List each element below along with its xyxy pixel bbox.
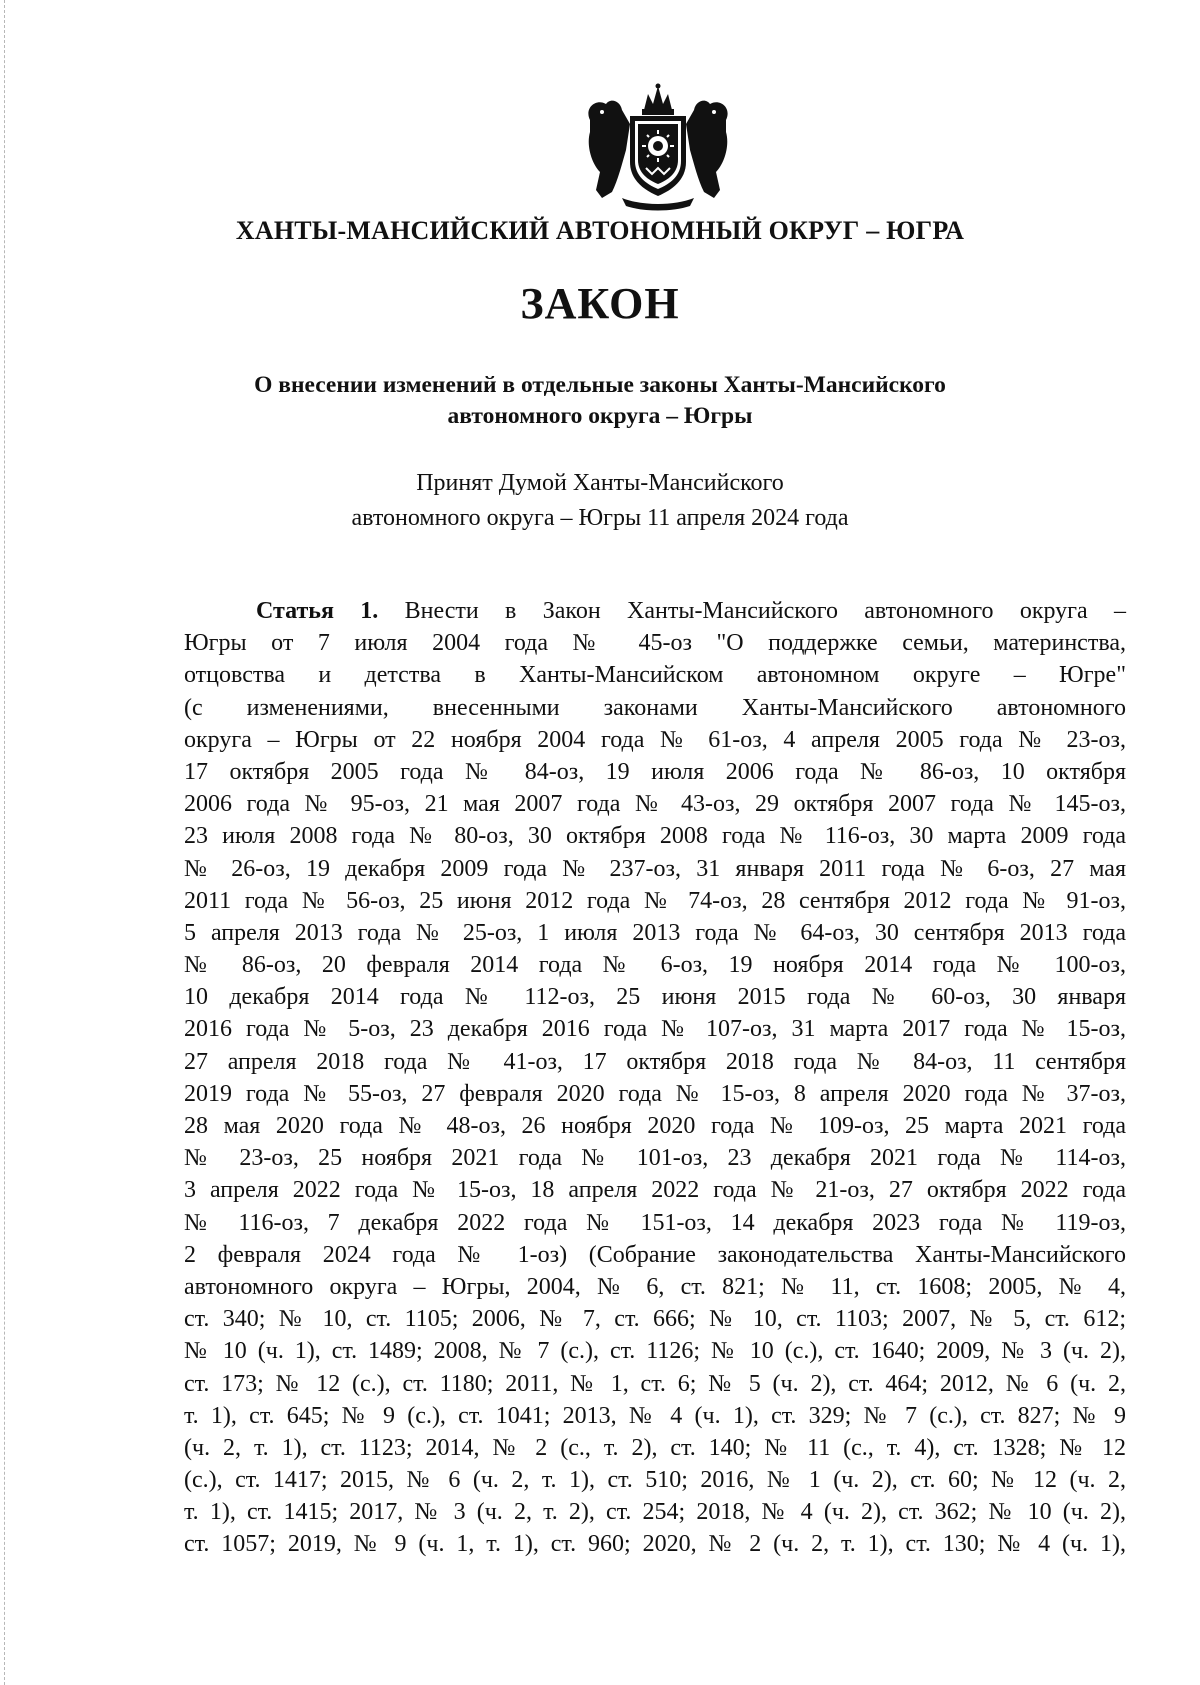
article-1-line: т. 1), ст. 1415; 2017, № 3 (ч. 2, т. 2), ст. 254; 2018, № 4 (ч. 2), ст. 362; № 10 (ч. 2), — [184, 1499, 1126, 1526]
article-1-line: (ч. 2, т. 1), ст. 1123; 2014, № 2 (с., т. 2), ст. 140; № 11 (с., т. 4), ст. 1328; № 12 — [184, 1434, 1126, 1461]
article-1-line: округа – Югры от 22 ноября 2004 года № 61-оз, 4 апреля 2005 года № 23-оз, — [184, 726, 1126, 753]
article-1-line: 2016 года № 5-оз, 23 декабря 2016 года № 107-оз, 31 марта 2017 года № 15-оз, — [184, 1016, 1126, 1043]
article-1-line: 2006 года № 95-оз, 21 мая 2007 года № 43-оз, 29 октября 2007 года № 145-оз, — [184, 791, 1126, 818]
region-name-heading: ХАНТЫ-МАНСИЙСКИЙ АВТОНОМНЫЙ ОКРУГ – ЮГРА — [235, 216, 965, 245]
scan-edge-artifact — [4, 0, 5, 1685]
article-1-first-line-text: Внести в Закон Ханты-Мансийского автономного округа – — [404, 598, 1127, 624]
article-1-line: 2 февраля 2024 года № 1-оз) (Собрание законодательства Ханты-Мансийского — [184, 1241, 1126, 1268]
article-1-line: ст. 1057; 2019, № 9 (ч. 1, т. 1), ст. 960; 2020, № 2 (ч. 2, т. 1), ст. 130; № 4 (ч. 1), — [184, 1531, 1126, 1558]
article-1-line: автономного округа – Югры, 2004, № 6, ст. 821; № 11, ст. 1608; 2005, № 4, — [184, 1273, 1126, 1300]
document-type-heading: ЗАКОН — [520, 279, 680, 328]
article-1-line: 2019 года № 55-оз, 27 февраля 2020 года № 15-оз, 8 апреля 2020 года № 37-оз, — [184, 1080, 1126, 1107]
article-1-line: 27 апреля 2018 года № 41-оз, 17 октября 2018 года № 84-оз, 11 сентября — [184, 1048, 1126, 1075]
article-1-line: № 116-оз, 7 декабря 2022 года № 151-оз, 14 декабря 2023 года № 119-оз, — [184, 1209, 1126, 1236]
article-1-line: № 23-оз, 25 ноября 2021 года № 101-оз, 23 декабря 2021 года № 114-оз, — [184, 1145, 1126, 1172]
article-1-line: отцовства и детства в Ханты-Мансийском автономном округе – Югре" — [184, 662, 1126, 689]
article-1-line: Югры от 7 июля 2004 года № 45-оз "О поддержке семьи, материнства, — [184, 630, 1126, 657]
adoption-note-line-2: автономного округа – Югры 11 апреля 2024 года — [351, 505, 849, 531]
article-1-line: 5 апреля 2013 года № 25-оз, 1 июля 2013 года № 64-оз, 30 сентября 2013 года — [184, 919, 1126, 946]
adoption-note-line-1: Принят Думой Ханты-Мансийского — [416, 470, 784, 496]
article-1-line: (с изменениями, внесенными законами Ханты-Мансийского автономного — [184, 694, 1126, 721]
article-1-line: № 26-оз, 19 декабря 2009 года № 237-оз, 31 января 2011 года № 6-оз, 27 мая — [184, 855, 1126, 882]
article-1-line: № 86-оз, 20 февраля 2014 года № 6-оз, 19 ноября 2014 года № 100-оз, — [184, 952, 1126, 979]
article-1-line: № 10 (ч. 1), ст. 1489; 2008, № 7 (с.), ст. 1126; № 10 (с.), ст. 1640; 2009, № 3 (ч. 2), — [184, 1338, 1126, 1365]
law-title-line-1: О внесении изменений в отдельные законы Ханты-Мансийского — [254, 372, 946, 398]
article-1-line: 2011 года № 56-оз, 25 июня 2012 года № 74-оз, 28 сентября 2012 года № 91-оз, — [184, 887, 1126, 914]
article-1-line: 17 октября 2005 года № 84-оз, 19 июля 2006 года № 86-оз, 10 октября — [184, 758, 1126, 785]
article-1-line: ст. 173; № 12 (с.), ст. 1180; 2011, № 1, ст. 6; № 5 (ч. 2), ст. 464; 2012, № 6 (ч. 2, — [184, 1370, 1126, 1397]
article-1-line: 3 апреля 2022 года № 15-оз, 18 апреля 2022 года № 21-оз, 27 октября 2022 года — [184, 1177, 1126, 1204]
article-1-first-line — [184, 595, 1126, 627]
article-1-heading: Статья 1. — [256, 598, 379, 624]
article-1-line: 28 мая 2020 года № 48-оз, 26 ноября 2020 года № 109-оз, 25 марта 2021 года — [184, 1113, 1126, 1139]
article-1-line: 23 июля 2008 года № 80-оз, 30 октября 2008 года № 116-оз, 30 марта 2009 года — [184, 823, 1126, 850]
coat-of-arms-icon — [582, 80, 734, 212]
article-1-line: т. 1), ст. 645; № 9 (с.), ст. 1041; 2013, № 4 (ч. 1), ст. 329; № 7 (с.), ст. 827; № 9 — [184, 1402, 1126, 1429]
law-title — [0, 370, 1200, 432]
article-1-line: ст. 340; № 10, ст. 1105; 2006, № 7, ст. 666; № 10, ст. 1103; 2007, № 5, ст. 612; — [184, 1306, 1126, 1333]
coat-of-arms-emblem — [582, 80, 734, 212]
article-1-line: (с.), ст. 1417; 2015, № 6 (ч. 2, т. 1), ст. 510; 2016, № 1 (ч. 2), ст. 60; № 12 (ч. 2, — [184, 1467, 1126, 1494]
law-title-line-2: автономного округа – Югры — [447, 403, 753, 429]
article-1-line: 10 декабря 2014 года № 112-оз, 25 июня 2015 года № 60-оз, 30 января — [184, 984, 1126, 1011]
article-1-text — [184, 595, 1126, 1561]
adoption-note — [0, 466, 1200, 536]
